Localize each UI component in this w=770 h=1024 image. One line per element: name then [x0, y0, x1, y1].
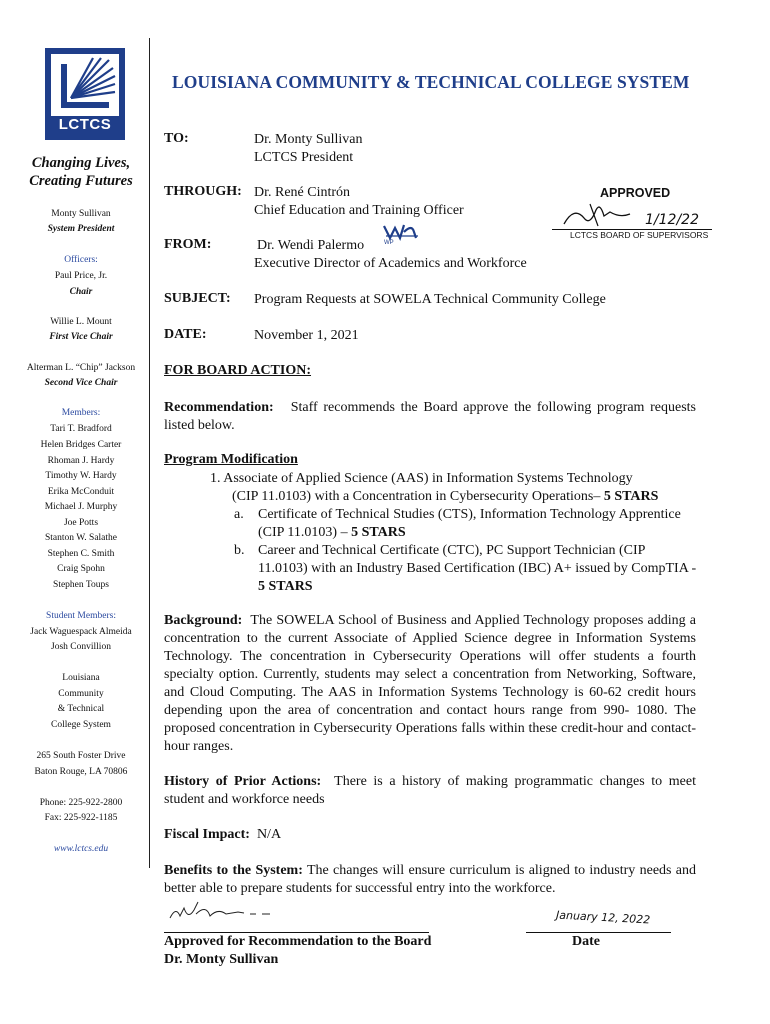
to-title: LCTCS President — [254, 150, 354, 165]
program-item-1 — [210, 470, 700, 506]
president-name: Monty Sullivan — [51, 209, 111, 219]
signatory-name: Dr. Monty Sullivan — [164, 952, 279, 967]
item-a-stars: 5 STARS — [351, 525, 406, 540]
background-paragraph — [164, 612, 696, 756]
item-1-line-1: Associate of Applied Science (AAS) in Information Systems Technology — [223, 471, 633, 486]
item-b-text: Career and Technical Certificate (CTC), PC Support Technician (CIP 11.0103) with an Industry Based Certification (IBC) A+ issued by CompTIA - — [258, 543, 697, 576]
fax-number: Fax: 225-922-1185 — [44, 813, 118, 823]
from-name: Dr. Wendi Palermo — [257, 238, 365, 253]
item-a-marker: a. — [234, 507, 244, 522]
officer-name: Paul Price, Jr. — [54, 271, 108, 281]
from-title: Executive Director of Academics and Workforce — [254, 256, 527, 271]
address-line-1: 265 South Foster Drive — [36, 751, 126, 761]
student-member-name: Josh Convillion — [51, 642, 111, 652]
officer-name: Willie L. Mount — [50, 317, 112, 327]
org-line: Community — [58, 689, 104, 699]
officer-role: Second Vice Chair — [44, 378, 118, 388]
subject-label: SUBJECT: — [164, 291, 231, 306]
date-label: DATE: — [164, 327, 207, 342]
program-modification-heading: Program Modification — [164, 452, 298, 467]
subject-text: Program Requests at SOWELA Technical Community College — [254, 292, 606, 307]
date-line — [526, 932, 671, 933]
through-name: Dr. René Cintrón — [254, 185, 351, 200]
fiscal-impact-paragraph — [164, 826, 696, 844]
benefits-paragraph — [164, 862, 696, 898]
to-label: TO: — [164, 131, 189, 146]
address-line-2: Baton Rouge, LA 70806 — [34, 767, 128, 777]
from-initials-signature-icon — [382, 222, 422, 242]
program-item-b — [234, 542, 698, 596]
sidebar-divider — [149, 38, 150, 868]
student-members-heading: Student Members: — [46, 611, 116, 621]
recommendation-paragraph — [164, 399, 696, 435]
org-line: & Technical — [57, 704, 105, 714]
president-signature-icon — [166, 898, 286, 928]
member-name: Stephen Toups — [53, 580, 109, 590]
item-number: 1. — [210, 471, 221, 486]
logo-text: LCTCS — [58, 116, 112, 133]
members-heading: Members: — [61, 408, 101, 418]
officers-heading: Officers: — [64, 255, 98, 265]
board-action-heading: FOR BOARD ACTION: — [164, 363, 312, 378]
to-name: Dr. Monty Sullivan — [254, 132, 363, 147]
background-label: Background: — [164, 613, 243, 628]
org-line: Louisiana — [62, 673, 100, 683]
member-name: Helen Bridges Carter — [40, 440, 122, 450]
member-name: Tari T. Bradford — [50, 424, 112, 434]
member-name: Timothy W. Hardy — [45, 471, 117, 481]
item-a-text: Certificate of Technical Studies (CTS), Information Technology Apprentice (CIP 11.0103) – — [258, 507, 681, 540]
recommendation-label: Recommendation: — [164, 400, 274, 415]
history-label: History of Prior Actions: — [164, 774, 322, 789]
org-line: College System — [51, 720, 111, 730]
tagline-line-1: Changing Lives, — [31, 155, 131, 171]
item-1-stars: 5 STARS — [603, 489, 659, 504]
signature-date-label: Date — [572, 934, 600, 949]
approved-recommendation-line: Approved for Recommendation to the Board — [164, 934, 432, 949]
member-name: Rhoman J. Hardy — [47, 456, 115, 466]
tagline-line-2: Creating Futures — [29, 173, 133, 189]
member-name: Stanton W. Salathe — [44, 533, 118, 543]
approval-board-label: LCTCS BOARD OF SUPERVISORS — [570, 230, 709, 240]
officer-role: First Vice Chair — [49, 332, 113, 342]
member-name: Joe Potts — [63, 518, 99, 528]
president-title: System President — [47, 224, 115, 234]
member-name: Stephen C. Smith — [47, 549, 115, 559]
signature-line — [164, 932, 429, 933]
through-title: Chief Education and Training Officer — [254, 203, 464, 218]
logo-emblem-icon — [51, 54, 119, 116]
student-member-name: Jack Waguespack Almeida — [30, 627, 132, 637]
member-name: Craig Spohn — [57, 564, 105, 574]
through-label: THROUGH: — [164, 184, 242, 199]
approval-date: 1/12/22 — [645, 212, 699, 228]
from-label: FROM: — [164, 237, 212, 252]
approval-signature-icon — [560, 200, 640, 230]
history-paragraph — [164, 773, 696, 809]
officer-role: Chair — [69, 287, 93, 297]
program-item-a — [234, 506, 698, 542]
officer-name: Alterman L. “Chip” Jackson — [26, 363, 136, 373]
benefits-text: The changes will ensure curriculum is aligned to industry needs and better able to prepare students for successful entry into the workforce. — [164, 863, 696, 896]
date-value: November 1, 2021 — [254, 328, 359, 343]
website-link[interactable]: www.lctcs.edu — [53, 844, 109, 854]
fiscal-label: Fiscal Impact: — [164, 827, 250, 842]
history-text: There is a history of making programmatic changes to meet student and workforce needs — [164, 774, 696, 807]
approved-stamp: APPROVED — [600, 186, 671, 200]
member-name: Michael J. Murphy — [44, 502, 118, 512]
item-1-line-2: (CIP 11.0103) with a Concentration in Cybersecurity Operations– — [232, 489, 601, 504]
lctcs-logo — [45, 48, 125, 140]
background-text: The SOWELA School of Business and Applied Technology proposes adding a concentration to the current Associate of Applied Science degree in Information Systems Technology. The concentration in Cybersecurity Operations will offer students a fourth specialty option. Currently, students may select a concentration from Networking, Software, and Cloud Computing. The AAS in Information Systems Technology is 60-62 credit hours depending upon the area of concentration and contact hours range from 990- 1080. The proposed concentration in Cybersecurity Operations falls within these credit-hour and contact-hour ranges. — [164, 613, 696, 754]
phone-number: Phone: 225-922-2800 — [39, 798, 123, 808]
member-name: Erika McConduit — [47, 487, 115, 497]
memo-title: LOUISIANA COMMUNITY & TECHNICAL COLLEGE SYSTEM — [172, 72, 690, 92]
recommendation-text: Staff recommends the Board approve the following program requests listed below. — [164, 400, 697, 433]
from-initials: WP — [384, 240, 394, 246]
benefits-label: Benefits to the System: — [164, 863, 303, 878]
fiscal-text: N/A — [256, 827, 282, 842]
item-b-stars: 5 STARS — [258, 579, 313, 594]
handwritten-date: January 12, 2022 — [555, 908, 651, 927]
item-b-marker: b. — [234, 543, 245, 558]
